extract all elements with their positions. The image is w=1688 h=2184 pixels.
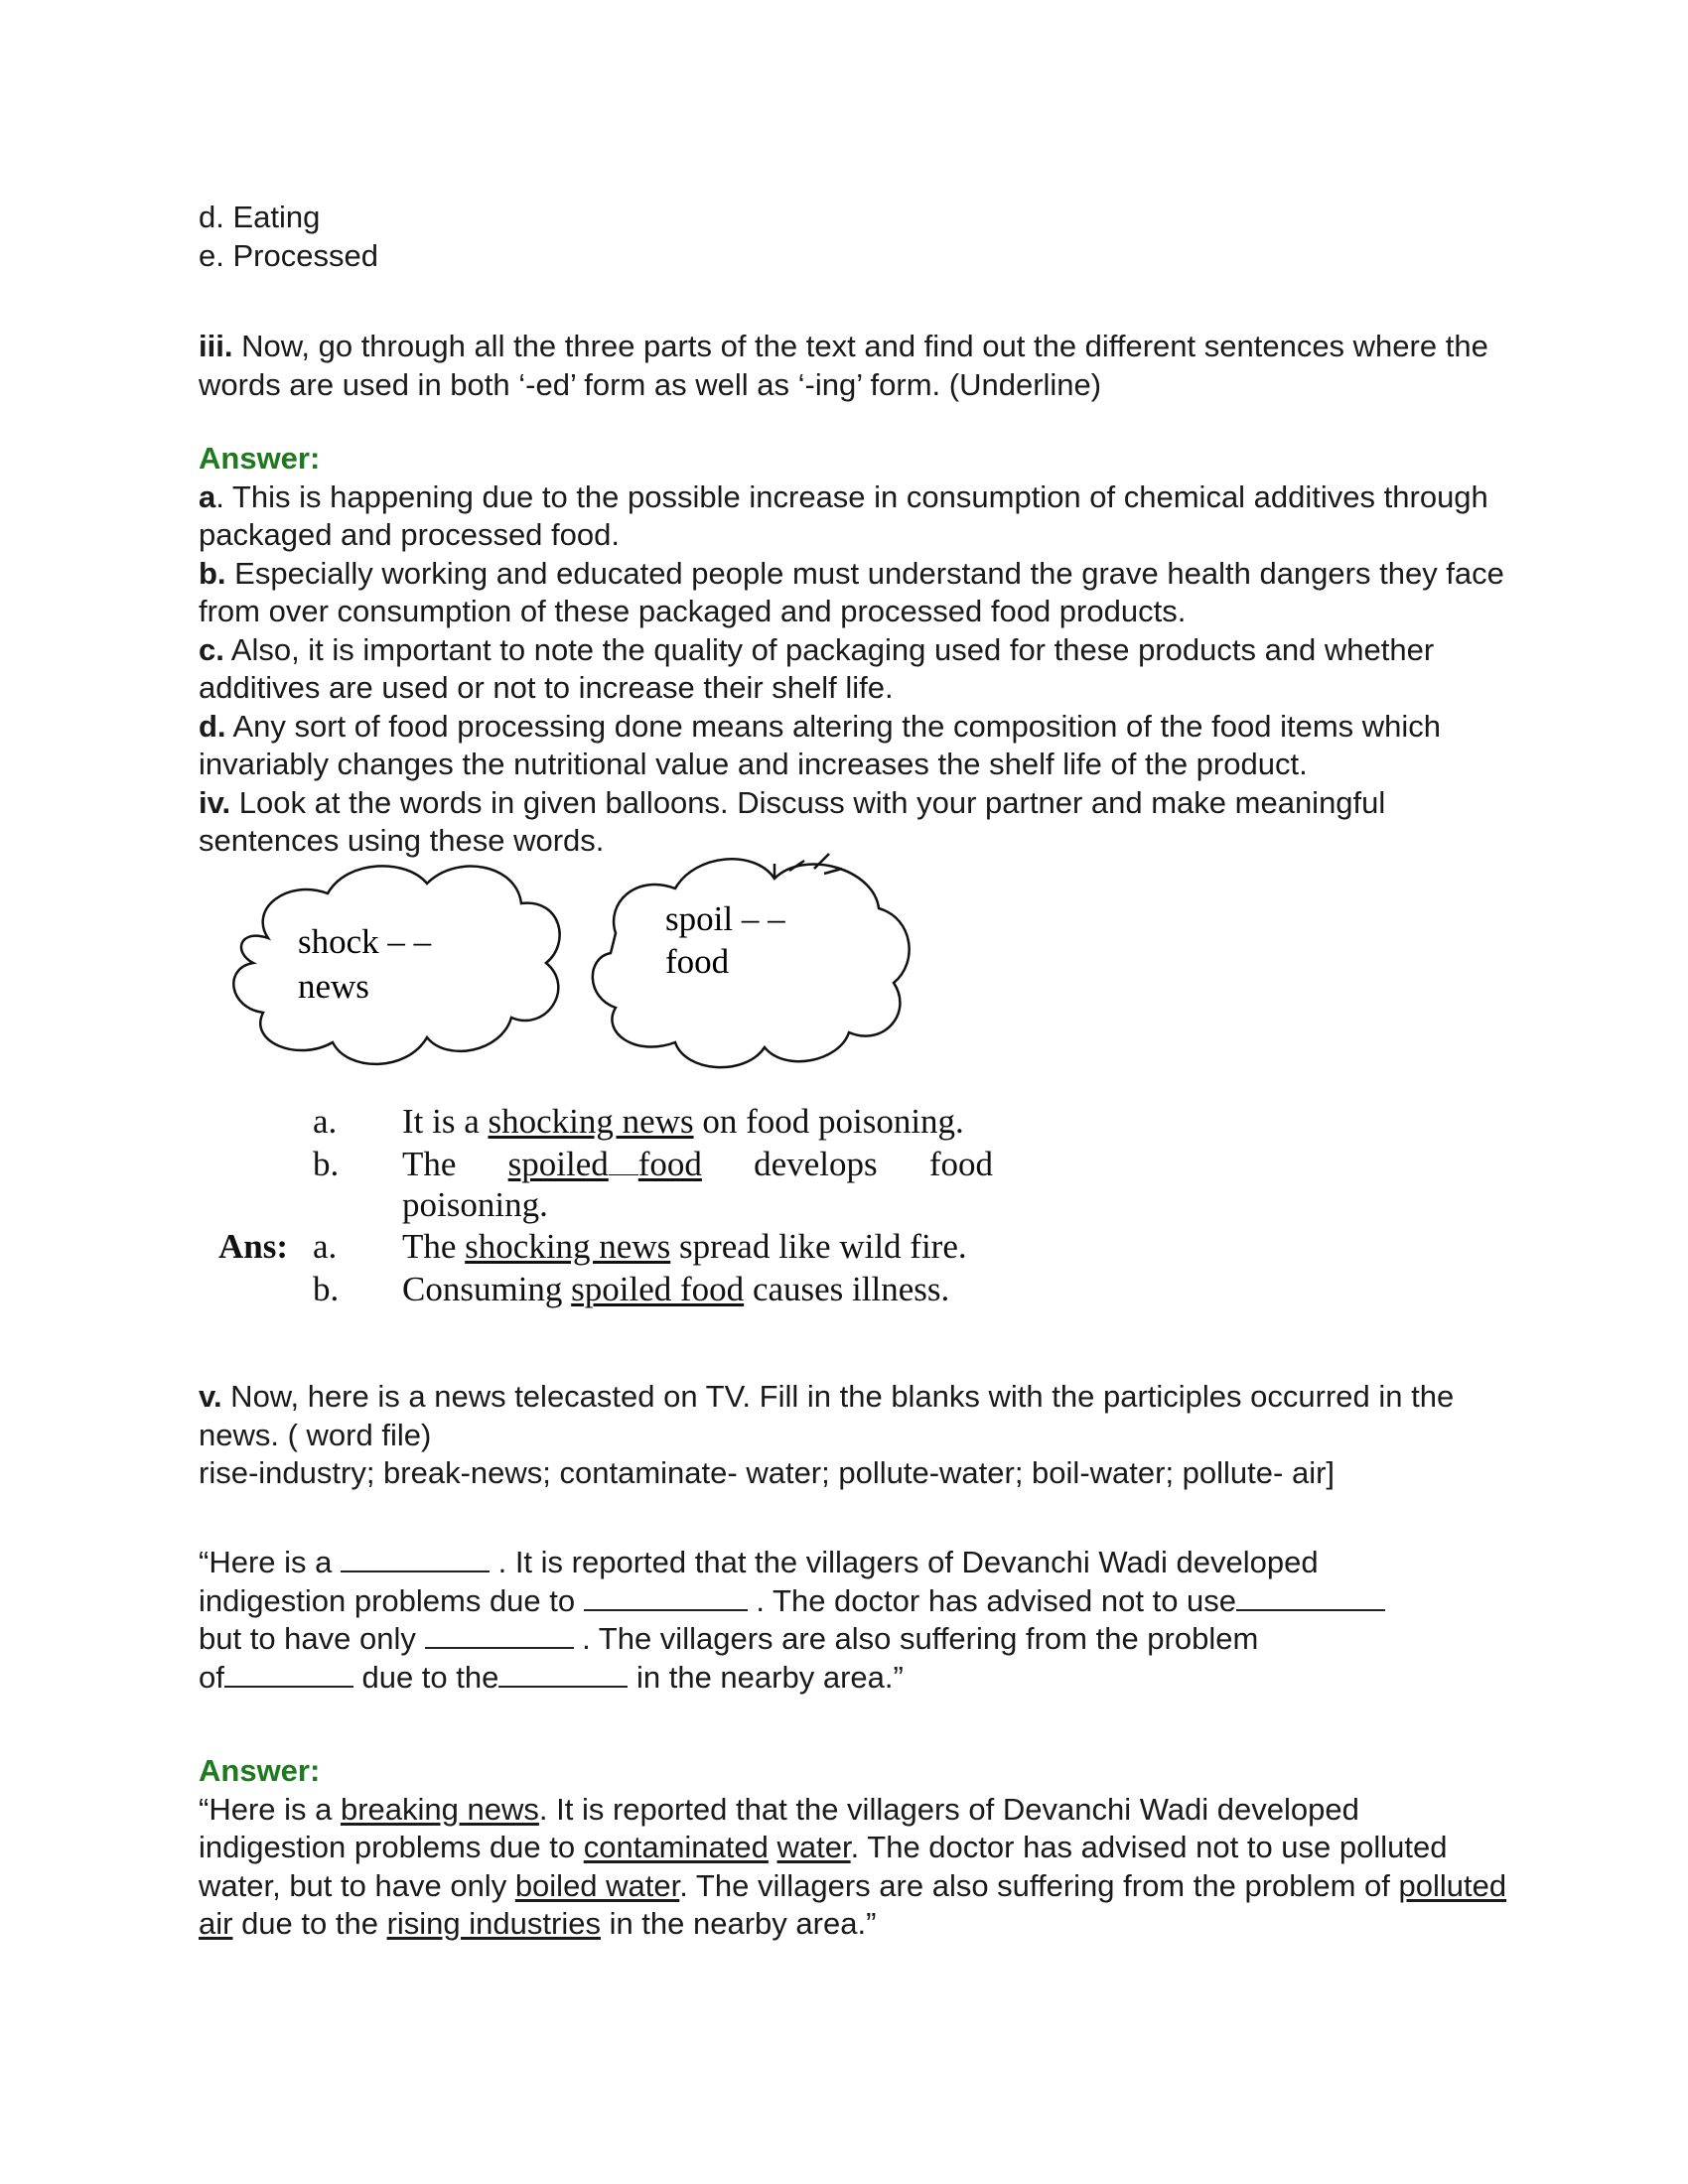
fill-blanks-passage: “Here is a . It is reported that the villagers of Devanchi Wadi developed indigestion problems due to . The doctor has advised not to use but to have only . The villagers are also suffering from the problem of due to the in the nearby area.” <box>199 1544 1509 1697</box>
answer-item-a: a. This is happening due to the possible increase in consumption of chemical additives through packaged and processed food. <box>199 478 1488 552</box>
example-label: b. <box>313 1270 340 1308</box>
example-label: a. <box>313 1227 338 1266</box>
blank <box>498 1660 628 1688</box>
example-sentence-b: The spoiled food develops food <box>402 1145 993 1183</box>
answer-v <box>199 1752 1509 1944</box>
answer-label: Answer: <box>199 441 321 476</box>
answer-passage: “Here is a breaking news. It is reported that the villagers of Devanchi Wadi developed indigestion problems due to contaminated water. The doctor has advised not to use polluted water, but to have only boiled water. The villagers are also suffering from the problem of polluted air due to the rising industries in the nearby area.” <box>199 1791 1507 1941</box>
option-list <box>199 199 1509 275</box>
cloud-balloon-right <box>593 859 910 1067</box>
answer-iii <box>199 440 1509 861</box>
question-iv: iv. Look at the words in given balloons. Discuss with your partner and make meaningful sentences using these words. <box>199 784 1386 858</box>
question-text: Now, go through all the three parts of the text and find out the different sentences where the words are used in both ‘-ed’ form as well as ‘-ing’ form. (Underline) <box>199 329 1488 402</box>
question-v <box>199 1378 1509 1493</box>
balloon-left-line2: news <box>298 967 369 1006</box>
balloon-right-line1: spoil – – <box>665 899 785 938</box>
example-sentence-b-cont: poisoning. <box>402 1185 548 1224</box>
answer-item-c: c. Also, it is important to note the quality of packaging used for these products and whether additives are used or not to increase their shelf life. <box>199 631 1435 705</box>
example-sentence-a: It is a shocking news on food poisoning. <box>402 1102 964 1141</box>
cloud-balloon-left <box>233 866 559 1064</box>
blank <box>425 1621 574 1649</box>
balloon-illustration <box>218 849 973 1087</box>
balloon-left-line1: shock – – <box>298 922 432 961</box>
blank <box>584 1583 748 1611</box>
question-iii <box>199 328 1509 404</box>
example-label: a. <box>313 1102 338 1141</box>
answer-sentence-a: The shocking news spread like wild fire. <box>402 1227 967 1266</box>
list-item: e. Processed <box>199 237 378 273</box>
question-number: iii. <box>199 329 233 363</box>
list-item: d. Eating <box>199 200 321 234</box>
balloon-right-line2: food <box>665 942 730 981</box>
answer-item-b: b. Especially working and educated people must understand the grave health dangers they face from over consumption of these packaged and processed food products. <box>199 555 1504 628</box>
example-label: b. <box>313 1145 340 1183</box>
answer-sentence-b: Consuming spoiled food causes illness. <box>402 1270 950 1308</box>
ans-label: Ans: <box>218 1227 289 1266</box>
word-list: rise-industry; break-news; contaminate- water; pollute-water; boil-water; pollute- air] <box>199 1455 1336 1490</box>
blank <box>1236 1583 1385 1611</box>
blank <box>224 1660 353 1688</box>
answer-label: Answer: <box>199 1753 321 1788</box>
question-text: Now, here is a news telecasted on TV. Fill in the blanks with the participles occurred in the news. ( word file) <box>199 1379 1455 1452</box>
blank <box>341 1545 490 1572</box>
answer-item-d: d. Any sort of food processing done means altering the composition of the food items which invariably changes the nutritional value and increases the shelf life of the product. <box>199 708 1442 781</box>
question-number: v. <box>199 1379 222 1414</box>
